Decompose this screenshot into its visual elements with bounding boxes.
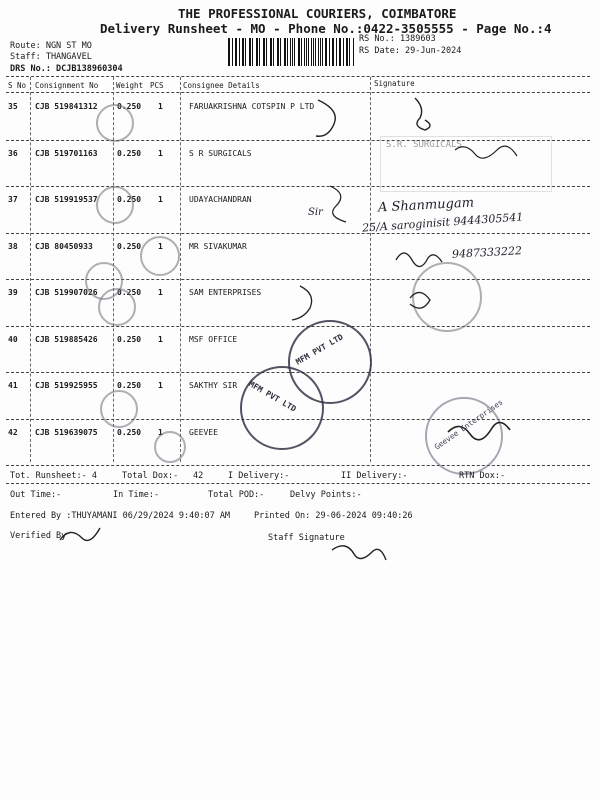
row-sno: 40 xyxy=(8,334,18,344)
row-sno: 39 xyxy=(8,288,18,297)
col-header-signature: Signature xyxy=(374,79,415,88)
row-weight: 0.250 xyxy=(117,381,142,390)
handwritten-note: 9487333222 xyxy=(451,244,523,261)
stamp-text: S.R. SURGICALS xyxy=(386,140,462,150)
delvy-points: Delvy Points:- xyxy=(290,490,362,500)
seal-text: MFM PVT LTD xyxy=(294,332,345,367)
row-consignee: MSF OFFICE xyxy=(189,334,238,344)
row-consignee: GEEVEE xyxy=(189,427,218,437)
row-weight: 0.250 xyxy=(117,148,142,158)
seal-text: MFM PVT LTD xyxy=(247,379,298,414)
row-pcs: 1 xyxy=(158,195,163,204)
handwritten-note: 25/A saroginisit 9444305541 xyxy=(361,210,524,235)
row-consignee: UDAYACHANDRAN xyxy=(189,195,252,204)
runsheet-title: Delivery Runsheet - MO - Phone No.:0422-3505555 - Page No.:4 xyxy=(100,21,552,36)
row-consignee: SAM ENTERPRISES xyxy=(189,288,262,297)
verified-by: Verified By xyxy=(10,531,67,541)
row-consignment-no: CJB 519841312 xyxy=(35,102,98,111)
row-sno: 42 xyxy=(8,427,18,437)
total-dox-value: 42 xyxy=(193,471,204,481)
row-weight: 0.250 xyxy=(117,427,142,437)
col-header-sno: S No xyxy=(8,81,27,90)
rs-number: RS No.: 1389603 xyxy=(359,34,436,44)
row-consignment-no: CJB 519919537 xyxy=(35,195,98,204)
row-consignment-no: CJB 519925955 xyxy=(35,381,98,390)
row-pcs: 1 xyxy=(158,241,163,251)
handwritten-note: Sir xyxy=(308,207,323,218)
col-header-pcs: PCS xyxy=(150,81,164,90)
total-dox-label: Total Dox:- xyxy=(122,471,179,481)
row-pcs: 1 xyxy=(158,334,163,344)
divider xyxy=(6,483,590,484)
tot-runsheet: Tot. Runsheet:- 4 xyxy=(10,471,97,481)
row-weight: 0.250 xyxy=(117,102,142,111)
drs-number: DRS No.: DCJB138960304 xyxy=(10,64,123,74)
row-sno: 36 xyxy=(8,148,18,158)
total-pod: Total POD:- xyxy=(208,490,265,500)
row-pcs: 1 xyxy=(158,381,163,390)
in-time: In Time:- xyxy=(113,490,160,500)
row-consignee: S R SURGICALS xyxy=(189,148,252,158)
row-pcs: 1 xyxy=(158,102,163,111)
row-weight: 0.250 xyxy=(117,288,142,297)
i-delivery: I Delivery:- xyxy=(228,471,290,481)
row-sno: 38 xyxy=(8,241,18,251)
row-pcs: 1 xyxy=(158,148,163,158)
staff-label: Staff: THANGAVEL xyxy=(10,52,92,62)
row-weight: 0.250 xyxy=(117,334,142,344)
row-consignee: SAKTHY SIR xyxy=(189,381,238,390)
row-consignee: MR SIVAKUMAR xyxy=(189,241,247,251)
out-time: Out Time:- xyxy=(10,490,62,500)
row-consignment-no: CJB 519885426 xyxy=(35,334,98,344)
row-consignment-no: CJB 519907026 xyxy=(35,288,98,297)
row-weight: 0.250 xyxy=(117,241,142,251)
row-consignee: FARUAKRISHNA COTSPIN P LTD xyxy=(189,102,315,111)
ii-delivery: II Delivery:- xyxy=(341,471,408,481)
rs-date: RS Date: 29-Jun-2024 xyxy=(359,46,462,56)
row-sno: 35 xyxy=(8,102,18,111)
company-title: THE PROFESSIONAL COURIERS, COIMBATORE xyxy=(178,6,457,21)
staff-signature-label: Staff Signature xyxy=(268,533,345,543)
row-pcs: 1 xyxy=(158,427,163,437)
row-pcs: 1 xyxy=(158,288,163,297)
rtn-dox: RTN Dox:- xyxy=(459,471,506,481)
col-header-consignment: Consignment No xyxy=(35,81,99,90)
row-sno: 37 xyxy=(8,195,18,204)
row-consignment-no: CJB 519639075 xyxy=(35,427,98,437)
handwritten-note: A Shanmugam xyxy=(377,195,475,216)
route-label: Route: NGN ST MO xyxy=(10,41,92,51)
row-consignment-no: CJB 80450933 xyxy=(35,241,93,251)
entered-by: Entered By :THUYAMANI 06/29/2024 9:40:07 AM xyxy=(10,511,231,521)
col-header-consignee: Consignee Details xyxy=(183,81,260,90)
col-header-weight: Weight xyxy=(116,81,144,90)
row-consignment-no: CJB 519701163 xyxy=(35,148,98,158)
printed-on: Printed On: 29-06-2024 09:40:26 xyxy=(254,511,413,521)
row-sno: 41 xyxy=(8,381,18,390)
seal-text: Geevee Enterprises xyxy=(432,397,505,452)
row-weight: 0.250 xyxy=(117,195,142,204)
